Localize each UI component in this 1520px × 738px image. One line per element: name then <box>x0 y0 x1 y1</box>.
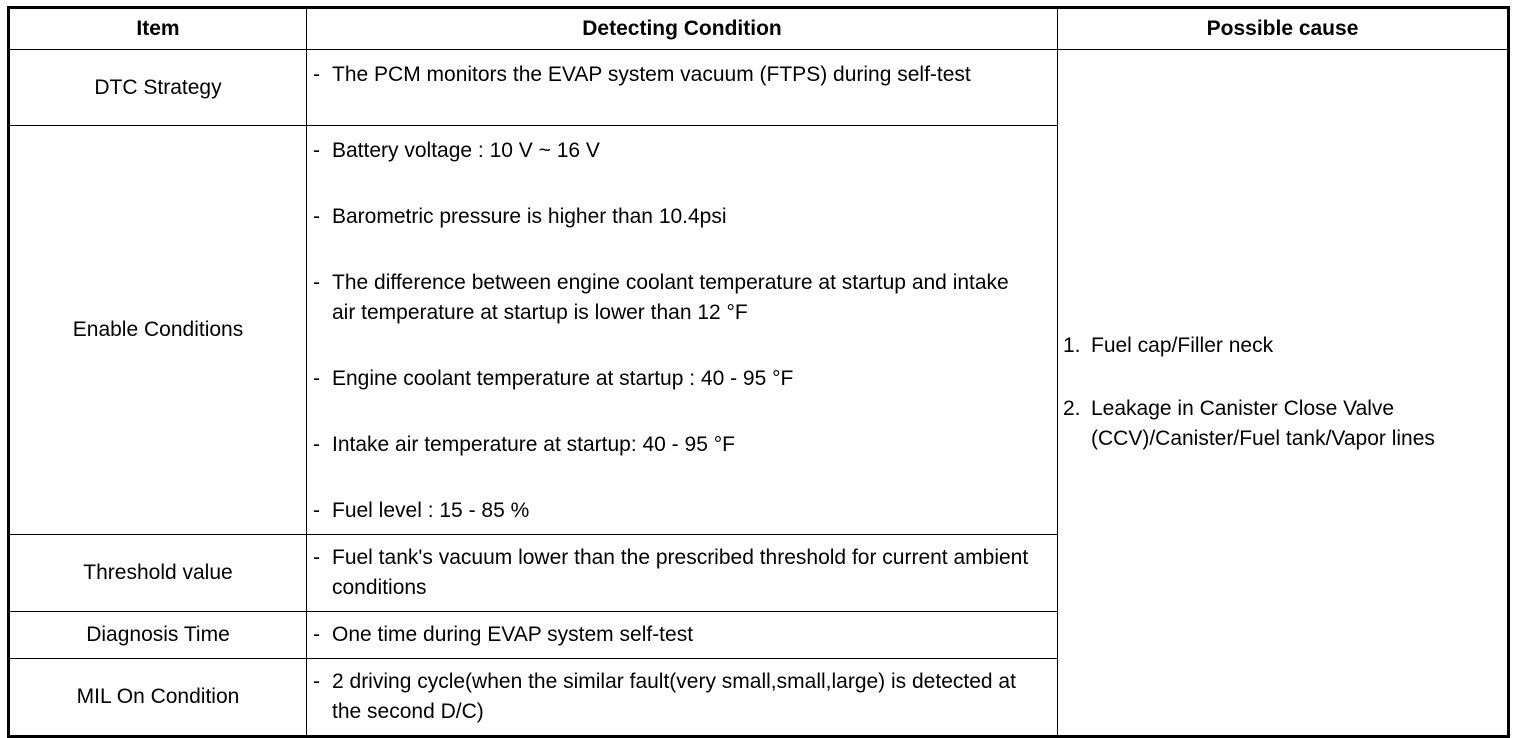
condition-line <box>313 268 1037 328</box>
line-text: Intake air temperature at startup: 40 - 95 °F <box>332 433 735 456</box>
cause-item <box>1063 331 1477 361</box>
line-text: The difference between engine coolant temperature at startup and intake air temperature at startup is lower than 12 °F <box>332 271 1009 324</box>
condition-line <box>313 620 1037 650</box>
condition-line <box>313 496 1037 526</box>
bullet-dash: - <box>313 499 320 522</box>
condition-cell <box>307 659 1058 737</box>
bullet-dash: - <box>313 139 320 162</box>
line-text: Fuel tank's vacuum lower than the prescribed threshold for current ambient conditions <box>332 546 1029 599</box>
line-text: Fuel level : 15 - 85 % <box>332 499 530 522</box>
header-detecting-condition: Detecting Condition <box>307 8 1058 50</box>
condition-line <box>313 202 1037 232</box>
condition-cell <box>307 50 1058 126</box>
table-row <box>9 50 1509 126</box>
header-possible-cause: Possible cause <box>1058 8 1509 50</box>
bullet-dash: - <box>313 367 320 390</box>
header-item: Item <box>9 8 307 50</box>
dtc-table-container <box>7 6 1510 738</box>
item-mil-on-condition: MIL On Condition <box>9 659 307 737</box>
condition-cell <box>307 612 1058 659</box>
dtc-table <box>7 6 1510 738</box>
item-dtc-strategy: DTC Strategy <box>9 50 307 126</box>
item-enable-conditions: Enable Conditions <box>9 126 307 535</box>
condition-cell <box>307 126 1058 535</box>
item-threshold-value: Threshold value <box>9 535 307 612</box>
item-diagnosis-time: Diagnosis Time <box>9 612 307 659</box>
condition-line <box>313 60 1037 90</box>
header-row <box>9 8 1509 50</box>
possible-cause-cell <box>1058 50 1509 737</box>
condition-line <box>313 667 1037 727</box>
list-number: 2. <box>1063 397 1081 420</box>
bullet-dash: - <box>313 546 320 569</box>
bullet-dash: - <box>313 670 320 693</box>
line-text: Fuel cap/Filler neck <box>1091 334 1274 357</box>
line-text: 2 driving cycle(when the similar fault(very small,small,large) is detected at the second D/C) <box>332 670 1016 723</box>
condition-line <box>313 543 1037 603</box>
line-text: Barometric pressure is higher than 10.4psi <box>332 205 727 228</box>
line-text: Engine coolant temperature at startup : 40 - 95 °F <box>332 367 794 390</box>
condition-line <box>313 430 1037 460</box>
line-text: Leakage in Canister Close Valve (CCV)/Canister/Fuel tank/Vapor lines <box>1091 397 1435 450</box>
bullet-dash: - <box>313 271 320 294</box>
condition-line <box>313 364 1037 394</box>
line-text: One time during EVAP system self-test <box>332 623 694 646</box>
cause-item <box>1063 394 1477 454</box>
list-number: 1. <box>1063 334 1081 357</box>
bullet-dash: - <box>313 623 320 646</box>
line-text: The PCM monitors the EVAP system vacuum (FTPS) during self-test <box>332 63 971 86</box>
condition-cell <box>307 535 1058 612</box>
condition-line <box>313 136 1037 166</box>
bullet-dash: - <box>313 63 320 86</box>
bullet-dash: - <box>313 205 320 228</box>
line-text: Battery voltage : 10 V ~ 16 V <box>332 139 600 162</box>
bullet-dash: - <box>313 433 320 456</box>
